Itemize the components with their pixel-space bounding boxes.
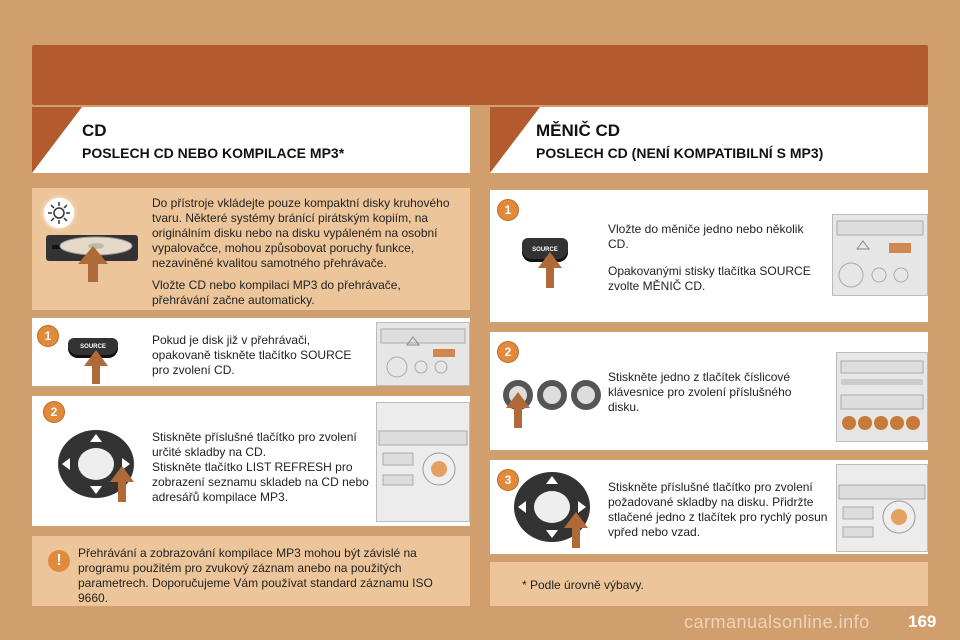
right-step1-p1: Vložte do měniče jedno nebo několik CD. [608,222,804,251]
right-step2-text: Stiskněte jedno z tlačítek číslicové klávesnice pro zvolení příslušného disku. [608,370,792,414]
right-subtitle: POSLECH CD (NENÍ KOMPATIBILNÍ S MP3) [536,145,824,161]
top-banner [32,45,928,105]
right-step1-p2: Opakovanými stisky tlačítka SOURCE zvolte MĚNIČ CD. [608,264,811,293]
page-number: 169 [908,612,937,631]
left-warning-panel [32,536,470,606]
header-notch [32,107,82,173]
step-number-badge: 1 [38,326,58,346]
left-title: CD [82,121,107,140]
left-warning-text: Přehrávání a zobrazování kompilace MP3 mohou být závislé na programu použitém pro zvukový záznam anebo na použitých parametrech. Doporučujeme Vám používat standard záznamu ISO 9660. [78,546,433,605]
step-number-badge: 3 [498,470,518,490]
left-step2-text-a: Stiskněte příslušné tlačítko pro zvolení určité skladby na CD. [152,430,357,459]
step-number-badge: 1 [498,200,518,220]
right-step1-panel [490,190,928,322]
watermark: carmanualsonline.info [684,612,870,632]
footnote-panel [490,562,928,606]
source-button[interactable]: SOURCE [522,238,568,262]
press-arrow-icon [110,466,134,502]
radio-unit-image [376,322,470,386]
press-arrow-icon [538,252,562,288]
left-step2-panel [32,396,470,526]
radio-unit-image [836,464,928,552]
right-step3-text: Stiskněte příslušné tlačítko pro zvolení požadované skladby na disku. Přidržte stlačené jedno z tlačítek pro rychlý posun vpřed nebo vzad. [608,480,828,539]
step-number-badge: 2 [44,402,64,422]
left-intro-p2: Vložte CD nebo kompilaci MP3 do přehrávače, přehrávání začne automaticky. [152,278,401,307]
info-sun-icon [44,198,74,228]
right-title: MĚNIČ CD [536,121,621,140]
warning-icon: ! [48,550,70,572]
press-arrow-icon [506,392,530,428]
right-step2-panel [490,332,928,450]
step-number-badge: 2 [498,342,518,362]
radio-unit-image [376,402,470,522]
right-header [490,107,928,173]
left-intro-p1: Do přístroje vkládejte pouze kompaktní disky kruhového tvaru. Některé systémy bránící pirátským kopiím, na originálním disku nebo na disku vypáleném na osobní vypalovačce, mohou způsobovat poruchy funkce, nezaviněné kvalitou samotného přehrávače. [152,196,450,270]
header-notch [490,107,540,173]
press-arrow-icon [84,350,108,384]
left-step1-panel [32,318,470,386]
footnote-text: * Podle úrovně výbavy. [522,578,644,592]
left-step1-text: Pokud je disk již v přehrávači, opakovaně tiskněte tlačítko SOURCE pro zvolení CD. [152,333,352,377]
press-arrow-icon [564,512,588,548]
right-step3-panel [490,460,928,554]
insert-arrow-icon [78,246,108,282]
left-subtitle: POSLECH CD NEBO KOMPILACE MP3* [82,145,345,161]
left-step2-text-b: Stiskněte tlačítko LIST REFRESH pro zobrazení seznamu skladeb na CD nebo adresářů kompilace MP3. [152,460,369,504]
left-intro-panel [32,188,470,310]
radio-unit-image [836,352,928,442]
left-header [32,107,470,173]
radio-unit-image [832,214,928,296]
source-button[interactable]: SOURCE [68,338,118,358]
